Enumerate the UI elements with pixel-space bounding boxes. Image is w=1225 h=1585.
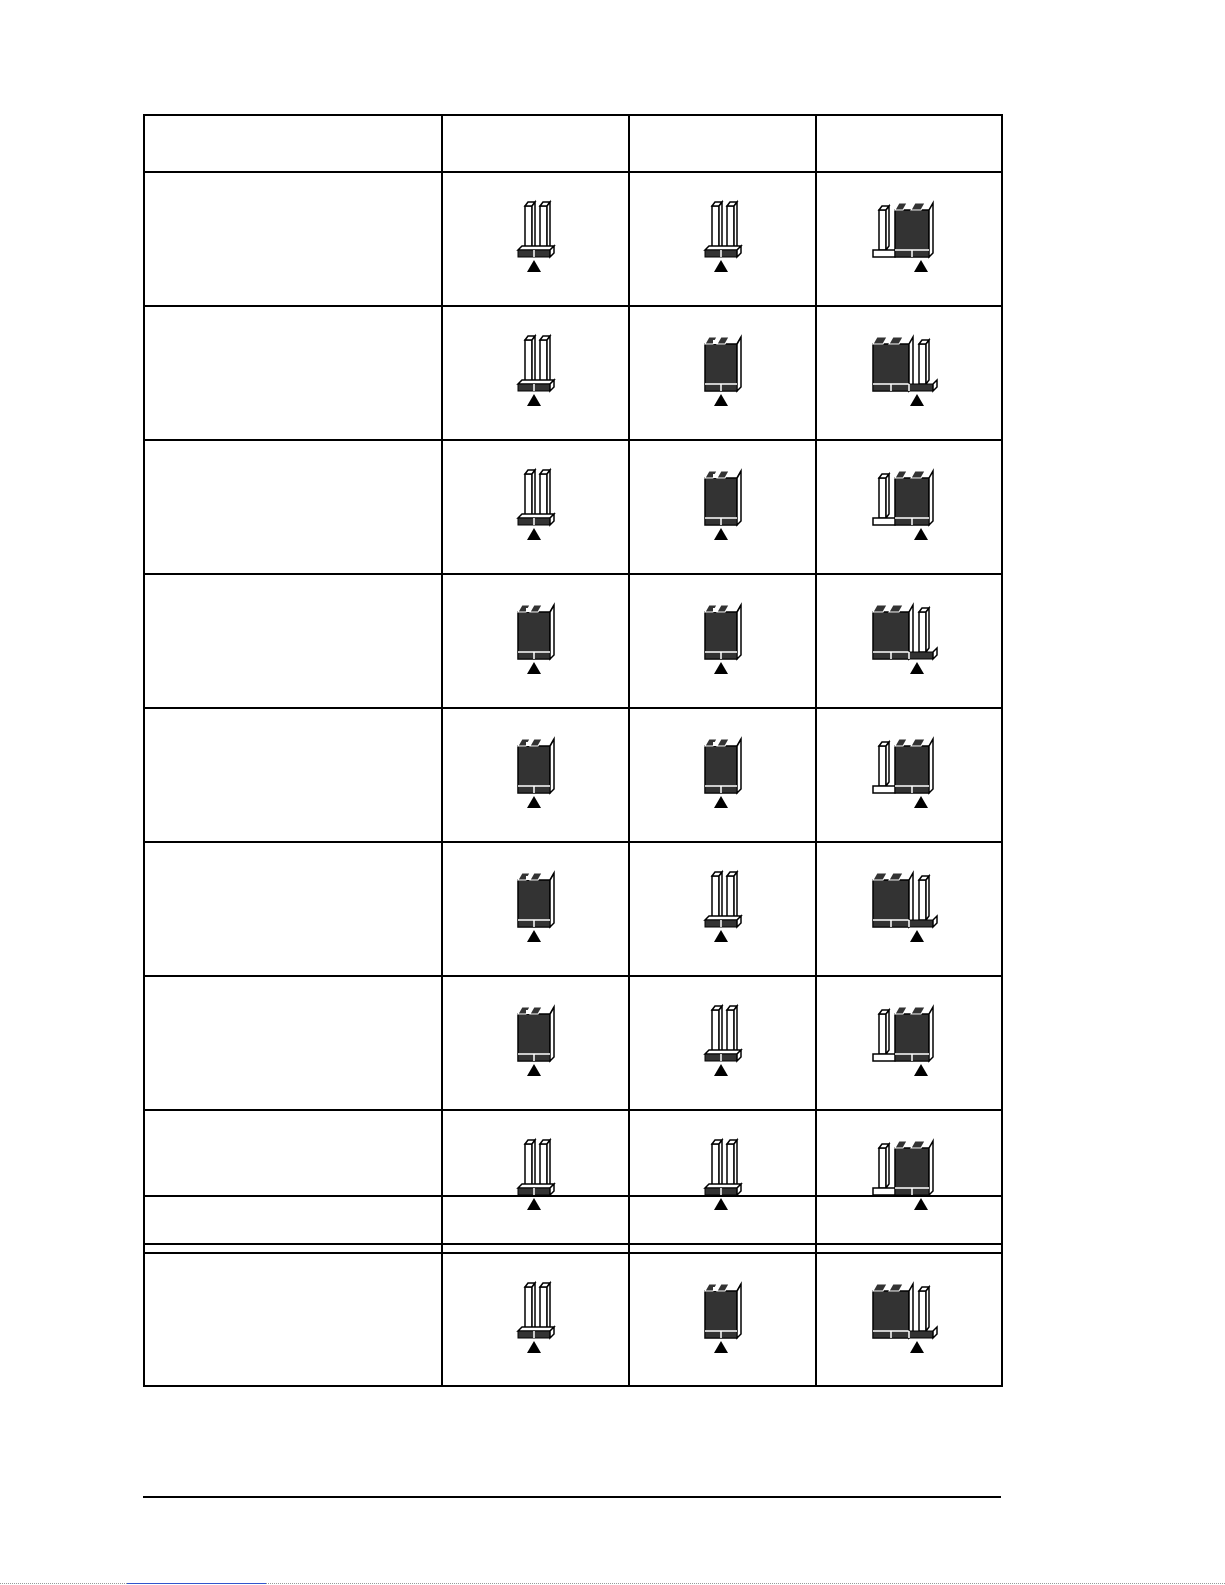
jumper-3pin-left-icon bbox=[816, 574, 1002, 708]
jumper-closed-icon bbox=[629, 574, 816, 708]
table-row bbox=[144, 976, 1002, 1110]
jumper-open-icon bbox=[442, 1253, 629, 1386]
row-label bbox=[144, 172, 442, 306]
table-row bbox=[144, 172, 1002, 306]
jumper-open-icon bbox=[442, 306, 629, 440]
jumper-3pin-left-icon bbox=[816, 1253, 1002, 1386]
jumper-closed-icon bbox=[442, 842, 629, 976]
jumper-open-icon bbox=[629, 172, 816, 306]
row-label bbox=[144, 708, 442, 842]
column-header-jumper-3 bbox=[816, 1196, 1002, 1253]
jumper-open-icon bbox=[442, 172, 629, 306]
table-header-row bbox=[144, 1196, 1002, 1253]
jumper-closed-icon bbox=[442, 708, 629, 842]
jumper-settings-table bbox=[143, 114, 1003, 1245]
table-row bbox=[144, 842, 1002, 976]
footer-link-underline bbox=[127, 1583, 266, 1584]
jumper-3pin-right-icon bbox=[816, 440, 1002, 574]
jumper-3pin-left-icon bbox=[816, 842, 1002, 976]
table-row bbox=[144, 306, 1002, 440]
jumper-open-icon bbox=[629, 842, 816, 976]
row-label bbox=[144, 440, 442, 574]
table-row bbox=[144, 1253, 1002, 1386]
footer-rule bbox=[143, 1496, 1001, 1498]
table-header-row bbox=[144, 115, 1002, 172]
row-label bbox=[144, 976, 442, 1110]
jumper-closed-icon bbox=[629, 708, 816, 842]
jumper-closed-icon bbox=[629, 1253, 816, 1386]
column-header-setting bbox=[144, 115, 442, 172]
row-label bbox=[144, 1253, 442, 1386]
jumper-3pin-left-icon bbox=[816, 306, 1002, 440]
column-header-jumper-1 bbox=[442, 1196, 629, 1253]
jumper-closed-icon bbox=[629, 440, 816, 574]
jumper-3pin-right-icon bbox=[816, 172, 1002, 306]
column-header-jumper-3 bbox=[816, 115, 1002, 172]
jumper-3pin-right-icon bbox=[816, 708, 1002, 842]
column-header-jumper-2 bbox=[629, 115, 816, 172]
row-label bbox=[144, 574, 442, 708]
column-header-jumper-1 bbox=[442, 115, 629, 172]
column-header-setting bbox=[144, 1196, 442, 1253]
jumper-settings-table-2 bbox=[143, 1195, 1003, 1387]
jumper-closed-icon bbox=[442, 574, 629, 708]
jumper-open-icon bbox=[629, 976, 816, 1110]
row-label bbox=[144, 306, 442, 440]
row-label bbox=[144, 842, 442, 976]
table-row bbox=[144, 708, 1002, 842]
jumper-open-icon bbox=[442, 440, 629, 574]
jumper-3pin-right-icon bbox=[816, 976, 1002, 1110]
table-row bbox=[144, 574, 1002, 708]
jumper-closed-icon bbox=[442, 976, 629, 1110]
table-row bbox=[144, 440, 1002, 574]
column-header-jumper-2 bbox=[629, 1196, 816, 1253]
jumper-closed-icon bbox=[629, 306, 816, 440]
